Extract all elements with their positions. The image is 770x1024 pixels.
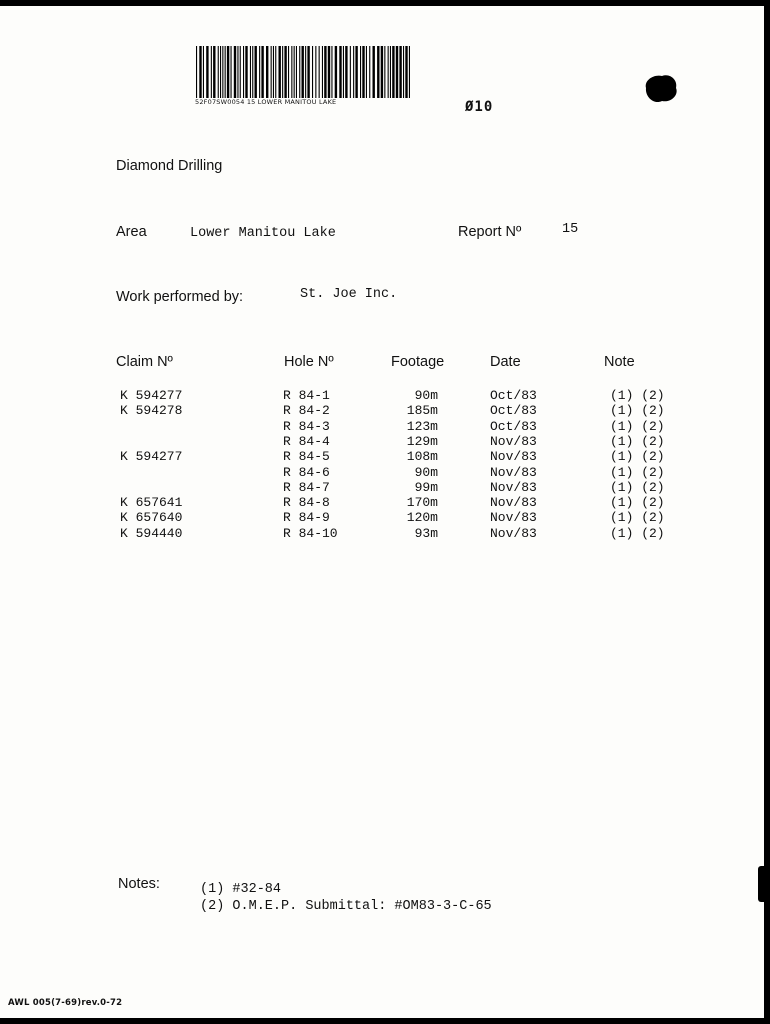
table-cell-date: Oct/83 [490,418,537,434]
ink-blot-mark [640,70,680,106]
table-cell-footage: 99m [414,479,438,495]
table-cell-footage: 120m [406,510,438,526]
table-cell-footage: 90m [414,464,438,480]
table-cell-hole: R 84-7 [283,479,330,495]
table-cell-note: (1) (2) [610,479,665,495]
table-cell-footage: 129m [406,433,438,449]
note-header: Note [604,354,635,370]
table-cell-hole: R 84-2 [283,403,330,419]
table-cell-date: Oct/83 [490,403,537,419]
table-cell-claim: K 594277 [120,449,183,465]
barcode-caption: 52F07SW0054 15 LOWER MANITOU LAKE [195,98,337,106]
edge-scan-mark [758,866,764,902]
table-cell-claim: K 594440 [120,525,183,541]
table-cell-date: Nov/83 [490,433,537,449]
table-cell-note: (1) (2) [610,510,665,526]
table-cell-claim: K 657640 [120,510,183,526]
table-cell-claim: K 594278 [120,403,183,419]
table-cell-claim: K 594277 [120,388,183,403]
table-cell-footage: 170m [406,495,438,511]
table-cell-note: (1) (2) [610,433,665,449]
table-cell-hole: R 84-5 [283,449,330,465]
table-cell-hole: R 84-6 [283,464,330,480]
table-cell-date: Oct/83 [490,388,537,403]
report-label: Report Nº [458,224,522,240]
work-performed-value: St. Joe Inc. [300,287,398,302]
date-header: Date [490,354,521,370]
table-cell-date: Nov/83 [490,525,537,541]
work-performed-label: Work performed by: [116,289,244,305]
table-cell-footage: 90m [414,388,438,403]
barcode-image [196,46,412,98]
note-line: (2) O.M.E.P. Submittal: #OM83-3-C-65 [200,899,492,914]
area-label: Area [116,224,147,240]
footage-header: Footage [391,354,445,370]
table-cell-note: (1) (2) [610,388,665,403]
table-cell-date: Nov/83 [490,510,537,526]
table-cell-note: (1) (2) [610,525,665,541]
hole-header: Hole Nº [284,354,334,370]
table-cell-note: (1) (2) [610,495,665,511]
form-number-footer: AWL 005(7-69)rev.0-72 [8,998,123,1008]
table-cell-footage: 185m [406,403,438,419]
table-cell-hole: R 84-9 [283,510,330,526]
table-cell-note: (1) (2) [610,464,665,480]
table-cell-hole: R 84-8 [283,495,330,511]
table-cell-footage: 93m [414,525,438,541]
table-cell-footage: 108m [406,449,438,465]
table-cell-date: Nov/83 [490,495,537,511]
file-stamp: Ø10 [465,99,494,115]
claim-header: Claim Nº [116,354,173,370]
table-cell-hole: R 84-1 [283,388,330,403]
table-cell-hole: R 84-10 [283,525,338,541]
table-cell-date: Nov/83 [490,464,537,480]
area-value: Lower Manitou Lake [190,226,336,241]
table-cell-note: (1) (2) [610,418,665,434]
notes-label: Notes: [118,876,160,892]
report-number: 15 [562,222,579,237]
table-cell-note: (1) (2) [610,403,665,419]
table-cell-claim: K 657641 [120,495,183,511]
document-page [0,6,764,1018]
table-cell-hole: R 84-4 [283,433,330,449]
table-cell-date: Nov/83 [490,479,537,495]
document-title: Diamond Drilling [116,158,223,174]
table-cell-hole: R 84-3 [283,418,330,434]
table-cell-footage: 123m [406,418,438,434]
table-cell-date: Nov/83 [490,449,537,465]
table-cell-note: (1) (2) [610,449,665,465]
note-line: (1) #32-84 [200,882,282,897]
